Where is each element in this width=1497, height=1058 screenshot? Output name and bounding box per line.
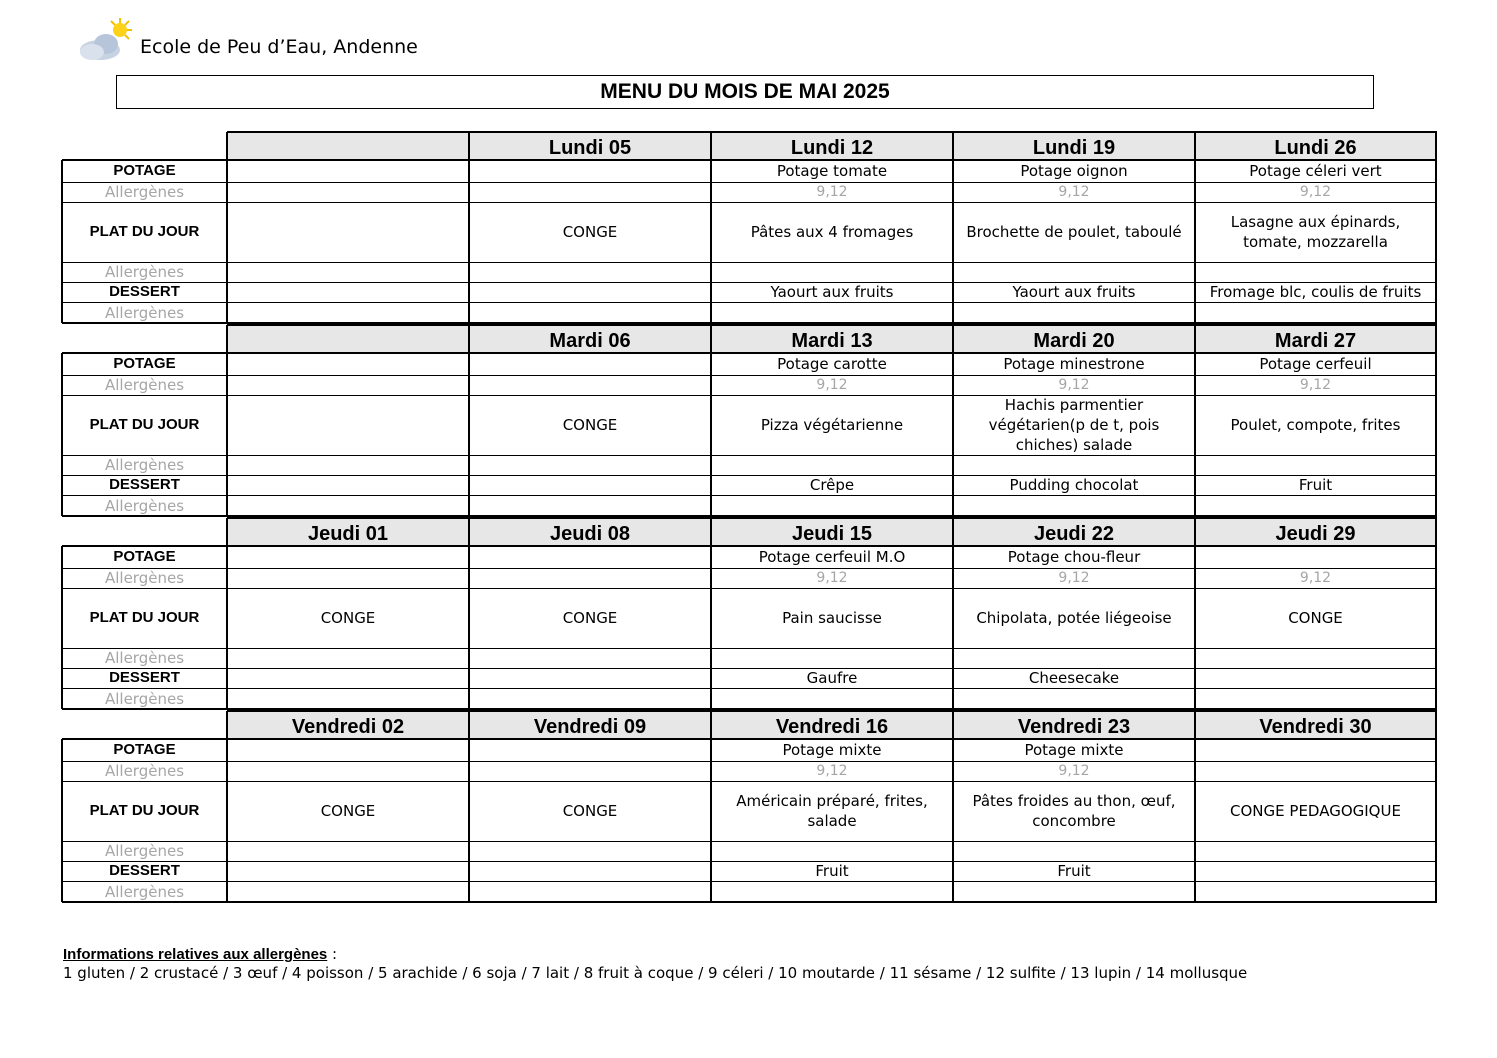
- menu-cell-potage: [1195, 546, 1436, 568]
- menu-cell-dessert-allergens: [227, 302, 469, 323]
- day-header: Vendredi 02: [291, 716, 405, 738]
- grid-line: [62, 495, 1437, 496]
- menu-cell-plat-du-jour: Pâtes aux 4 fromages: [750, 223, 914, 241]
- allergen-info: [63, 945, 337, 963]
- row-label-dessert-allergens: Allergènes: [104, 303, 185, 322]
- menu-cell-potage: Potage chou-fleur: [1007, 548, 1141, 566]
- menu-cell-potage: [227, 546, 469, 568]
- menu-cell-dessert: Fromage blc, coulis de fruits: [1209, 283, 1422, 301]
- menu-cell-plat-du-jour: CONGE: [1288, 609, 1343, 627]
- grid-line: [62, 282, 1437, 283]
- grid-line: [62, 375, 1437, 376]
- menu-cell-dessert-allergens: [469, 688, 711, 709]
- menu-cell-plat-du-jour: Lasagne aux épinards, tomate, mozzarella: [1230, 213, 1401, 251]
- grid-line: [61, 160, 63, 323]
- menu-cell-potage-allergens: 9,12: [1058, 184, 1090, 200]
- row-label-dessert: DESSERT: [109, 862, 180, 879]
- menu-cell-dessert-allergens: [953, 302, 1195, 323]
- menu-cell-plat-allergens: [469, 262, 711, 282]
- grid-line: [468, 518, 470, 709]
- menu-cell-potage-allergens: [469, 568, 711, 588]
- menu-cell-plat-du-jour: [227, 395, 469, 455]
- row-label-potage: POTAGE: [113, 741, 176, 758]
- menu-cell-potage: Potage minestrone: [1003, 355, 1145, 373]
- row-label-dessert: DESSERT: [109, 476, 180, 493]
- day-header: Vendredi 30: [1259, 716, 1372, 738]
- grid-line: [952, 132, 954, 323]
- grid-line: [62, 455, 1437, 456]
- day-header: Jeudi 22: [1033, 523, 1115, 545]
- day-header: Jeudi 29: [1275, 523, 1356, 545]
- menu-cell-dessert: Yaourt aux fruits: [1012, 283, 1136, 301]
- menu-cell-plat-allergens: [1195, 841, 1436, 861]
- menu-cell-plat-du-jour: Poulet, compote, frites: [1230, 416, 1401, 434]
- menu-cell-plat-du-jour: Pizza végétarienne: [760, 416, 904, 434]
- menu-cell-plat-du-jour: Pain saucisse: [782, 609, 882, 627]
- school-name: Ecole de Peu d’Eau, Andenne: [140, 36, 418, 58]
- grid-line: [62, 568, 1437, 569]
- menu-cell-potage: [469, 546, 711, 568]
- menu-cell-potage: [227, 353, 469, 375]
- page-title: MENU DU MOIS DE MAI 2025: [116, 75, 1374, 109]
- menu-cell-potage: Potage mixte: [782, 741, 882, 759]
- menu-cell-plat-du-jour: CONGE: [562, 609, 618, 627]
- menu-cell-dessert-allergens: [711, 688, 953, 709]
- row-label-potage: POTAGE: [113, 548, 176, 565]
- grid-line: [62, 738, 1437, 740]
- menu-cell-potage: [469, 739, 711, 761]
- menu-cell-dessert-allergens: [469, 495, 711, 516]
- row-label-potage-allergens: Allergènes: [104, 762, 185, 780]
- menu-cell-potage: Potage tomate: [776, 162, 888, 180]
- row-label-plat-allergens: Allergènes: [104, 456, 185, 474]
- menu-cell-plat-allergens: [953, 841, 1195, 861]
- grid-line: [710, 325, 712, 516]
- menu-cell-potage-allergens: [227, 761, 469, 781]
- grid-line: [952, 711, 954, 902]
- day-header: [227, 132, 469, 160]
- row-label-plat-allergens: Allergènes: [104, 263, 185, 281]
- menu-cell-potage: Potage oignon: [1020, 162, 1128, 180]
- menu-cell-potage-allergens: [469, 182, 711, 202]
- menu-cell-dessert: Gaufre: [806, 669, 858, 687]
- menu-cell-potage-allergens: 9,12: [816, 570, 848, 586]
- menu-cell-plat-allergens: [1195, 262, 1436, 282]
- grid-line: [61, 546, 63, 709]
- grid-line: [1435, 518, 1437, 709]
- grid-line: [226, 518, 228, 709]
- menu-cell-potage: Potage carotte: [777, 355, 887, 373]
- grid-line: [226, 325, 228, 516]
- row-label-plat-du-jour: PLAT DU JOUR: [89, 416, 200, 433]
- menu-cell-plat-du-jour: CONGE: [320, 802, 376, 820]
- grid-line: [62, 688, 1437, 689]
- menu-cell-plat-allergens: [711, 841, 953, 861]
- day-header: Mardi 13: [791, 330, 873, 352]
- allergen-info-title: Informations relatives aux allergènes: [63, 946, 328, 963]
- day-header: Mardi 06: [549, 330, 631, 352]
- grid-line: [1435, 711, 1437, 902]
- menu-cell-plat-allergens: [1195, 455, 1436, 475]
- menu-cell-dessert-allergens: [227, 881, 469, 902]
- grid-line: [468, 711, 470, 902]
- menu-cell-plat-du-jour: [227, 202, 469, 262]
- grid-line: [227, 324, 1437, 326]
- row-label-potage-allergens: Allergènes: [104, 183, 185, 201]
- menu-cell-dessert: [469, 282, 711, 302]
- menu-cell-plat-allergens: [227, 455, 469, 475]
- grid-line: [710, 711, 712, 902]
- menu-cell-dessert: Fruit: [1057, 862, 1091, 880]
- menu-cell-potage: [469, 353, 711, 375]
- grid-line: [952, 325, 954, 516]
- menu-cell-potage-allergens: 9,12: [1058, 570, 1090, 586]
- grid-line: [62, 761, 1437, 762]
- menu-cell-potage: Potage céleri vert: [1249, 162, 1382, 180]
- day-header: Vendredi 23: [1017, 716, 1131, 738]
- menu-cell-potage: [469, 160, 711, 182]
- menu-cell-potage-allergens: 9,12: [1058, 763, 1090, 779]
- grid-line: [1435, 132, 1437, 323]
- grid-line: [62, 395, 1437, 396]
- menu-cell-potage: Potage cerfeuil M.O: [758, 548, 906, 566]
- grid-line: [227, 131, 1437, 133]
- day-header: Jeudi 15: [791, 523, 873, 545]
- menu-cell-dessert: [1195, 861, 1436, 881]
- grid-line: [62, 861, 1437, 862]
- row-label-plat-allergens: Allergènes: [104, 842, 185, 860]
- grid-line: [62, 302, 1437, 303]
- grid-line: [710, 518, 712, 709]
- grid-line: [62, 182, 1437, 183]
- day-header: Vendredi 16: [775, 716, 889, 738]
- menu-cell-potage: Potage mixte: [1024, 741, 1124, 759]
- menu-cell-plat-allergens: [227, 841, 469, 861]
- menu-cell-plat-du-jour: CONGE: [562, 802, 618, 820]
- grid-line: [61, 353, 63, 516]
- menu-cell-potage-allergens: [227, 375, 469, 395]
- grid-line: [1194, 518, 1196, 709]
- grid-line: [62, 668, 1437, 669]
- menu-cell-plat-du-jour: Américain préparé, frites, salade: [736, 792, 928, 830]
- menu-cell-plat-du-jour: Brochette de poulet, taboulé: [966, 223, 1182, 241]
- grid-line: [62, 781, 1437, 782]
- grid-line: [62, 545, 1437, 547]
- menu-cell-potage-allergens: 9,12: [1299, 570, 1332, 586]
- menu-cell-dessert: [227, 861, 469, 881]
- day-header: Jeudi 01: [307, 523, 389, 545]
- menu-cell-potage: [227, 160, 469, 182]
- menu-cell-potage-allergens: 9,12: [1058, 377, 1090, 393]
- menu-cell-plat-du-jour: CONGE: [562, 416, 618, 434]
- menu-cell-potage: [1195, 739, 1436, 761]
- row-label-potage: POTAGE: [113, 162, 176, 179]
- menu-cell-plat-du-jour: Chipolata, potée liégeoise: [976, 609, 1172, 627]
- grid-line: [468, 132, 470, 323]
- grid-line: [227, 710, 1437, 712]
- day-header: Jeudi 08: [549, 523, 631, 545]
- row-label-dessert-allergens: Allergènes: [104, 496, 185, 515]
- menu-cell-dessert-allergens: [469, 302, 711, 323]
- row-label-plat-allergens: Allergènes: [104, 649, 185, 667]
- menu-cell-dessert-allergens: [953, 881, 1195, 902]
- menu-cell-potage-allergens: 9,12: [1299, 377, 1332, 393]
- row-label-plat-du-jour: PLAT DU JOUR: [89, 802, 200, 819]
- day-header: [227, 325, 469, 353]
- menu-cell-dessert-allergens: [711, 302, 953, 323]
- row-label-dessert-allergens: Allergènes: [104, 882, 185, 901]
- menu-cell-potage-allergens: [469, 375, 711, 395]
- menu-cell-dessert-allergens: [469, 881, 711, 902]
- menu-cell-plat-du-jour: CONGE: [562, 223, 618, 241]
- grid-line: [226, 711, 228, 902]
- menu-cell-plat-allergens: [469, 648, 711, 668]
- menu-cell-potage-allergens: 9,12: [1299, 184, 1332, 200]
- menu-cell-dessert: [227, 282, 469, 302]
- menu-cell-potage-allergens: 9,12: [816, 377, 848, 393]
- row-label-potage-allergens: Allergènes: [104, 569, 185, 587]
- row-label-dessert: DESSERT: [109, 283, 180, 300]
- grid-line: [62, 159, 1437, 161]
- grid-line: [1194, 132, 1196, 323]
- menu-cell-potage-allergens: 9,12: [816, 184, 848, 200]
- row-label-plat-du-jour: PLAT DU JOUR: [89, 223, 200, 240]
- grid-line: [62, 648, 1437, 649]
- menu-cell-plat-du-jour: Pâtes froides au thon, œuf, concombre: [972, 792, 1176, 830]
- menu-cell-potage-allergens: [227, 568, 469, 588]
- menu-cell-plat-allergens: [711, 648, 953, 668]
- grid-line: [61, 739, 63, 902]
- grid-line: [1194, 711, 1196, 902]
- menu-cell-dessert: [1195, 668, 1436, 688]
- grid-line: [62, 202, 1437, 203]
- menu-cell-dessert-allergens: [711, 495, 953, 516]
- menu-cell-dessert: [469, 668, 711, 688]
- menu-cell-dessert: [469, 861, 711, 881]
- menu-cell-dessert-allergens: [227, 495, 469, 516]
- menu-cell-potage-allergens: [469, 761, 711, 781]
- day-header: Lundi 26: [1274, 137, 1357, 159]
- grid-line: [227, 517, 1437, 519]
- day-header: Vendredi 09: [533, 716, 647, 738]
- menu-cell-plat-allergens: [227, 648, 469, 668]
- day-header: Mardi 27: [1274, 330, 1357, 352]
- menu-cell-potage-allergens: 9,12: [816, 763, 848, 779]
- menu-cell-dessert-allergens: [1195, 881, 1436, 902]
- menu-cell-potage-allergens: [1195, 761, 1436, 781]
- menu-cell-dessert: Crêpe: [809, 476, 855, 494]
- menu-cell-potage-allergens: [227, 182, 469, 202]
- grid-line: [710, 132, 712, 323]
- menu-cell-plat-allergens: [227, 262, 469, 282]
- menu-cell-dessert: Pudding chocolat: [1009, 476, 1139, 494]
- day-header: Lundi 05: [548, 137, 632, 159]
- grid-line: [62, 262, 1437, 263]
- menu-cell-dessert-allergens: [953, 495, 1195, 516]
- grid-line: [468, 325, 470, 516]
- grid-line: [62, 588, 1437, 589]
- grid-line: [952, 518, 954, 709]
- grid-line: [62, 352, 1437, 354]
- menu-cell-dessert-allergens: [227, 688, 469, 709]
- menu-cell-plat-allergens: [953, 262, 1195, 282]
- menu-cell-dessert-allergens: [711, 881, 953, 902]
- grid-line: [62, 841, 1437, 842]
- menu-cell-plat-du-jour: Hachis parmentier végétarien(p de t, pois chiches) salade: [988, 396, 1160, 454]
- menu-cell-potage: Potage cerfeuil: [1259, 355, 1372, 373]
- grid-line: [62, 901, 1437, 903]
- grid-line: [62, 881, 1437, 882]
- menu-cell-plat-du-jour: CONGE: [320, 609, 376, 627]
- grid-line: [1194, 325, 1196, 516]
- menu-cell-dessert: [469, 475, 711, 495]
- menu-cell-plat-allergens: [469, 455, 711, 475]
- allergen-legend: 1 gluten / 2 crustacé / 3 œuf / 4 poisson / 5 arachide / 6 soja / 7 lait / 8 fruit à coque / 9 céleri / 10 moutarde / 11 sésame / 12 sulfite / 13 lupin / 14 mollusque: [63, 964, 1248, 982]
- grid-line: [226, 132, 228, 323]
- menu-cell-dessert: [227, 475, 469, 495]
- menu-cell-dessert-allergens: [1195, 688, 1436, 709]
- menu-cell-dessert: Yaourt aux fruits: [770, 283, 894, 301]
- menu-cell-potage: [227, 739, 469, 761]
- menu-cell-plat-allergens: [469, 841, 711, 861]
- day-header: Lundi 12: [790, 137, 874, 159]
- menu-cell-dessert-allergens: [1195, 495, 1436, 516]
- menu-cell-plat-du-jour: CONGE PEDAGOGIQUE: [1230, 802, 1401, 820]
- allergen-info-colon: :: [327, 945, 338, 963]
- menu-cell-dessert: Fruit: [815, 862, 849, 880]
- menu-cell-plat-allergens: [953, 455, 1195, 475]
- menu-cell-dessert: Cheesecake: [1028, 669, 1120, 687]
- day-header: Lundi 19: [1032, 137, 1116, 159]
- menu-cell-plat-allergens: [1195, 648, 1436, 668]
- row-label-plat-du-jour: PLAT DU JOUR: [89, 609, 200, 626]
- menu-cell-dessert-allergens: [953, 688, 1195, 709]
- menu-cell-dessert: [227, 668, 469, 688]
- menu-cell-plat-allergens: [953, 648, 1195, 668]
- menu-cell-dessert-allergens: [1195, 302, 1436, 323]
- day-header: Mardi 20: [1033, 330, 1115, 352]
- row-label-dessert-allergens: Allergènes: [104, 689, 185, 708]
- grid-line: [1435, 325, 1437, 516]
- row-label-potage: POTAGE: [113, 355, 176, 372]
- row-label-potage-allergens: Allergènes: [104, 376, 185, 394]
- menu-cell-plat-allergens: [711, 262, 953, 282]
- menu-cell-dessert: Fruit: [1298, 476, 1333, 494]
- row-label-dessert: DESSERT: [109, 669, 180, 686]
- grid-line: [62, 475, 1437, 476]
- menu-cell-plat-allergens: [711, 455, 953, 475]
